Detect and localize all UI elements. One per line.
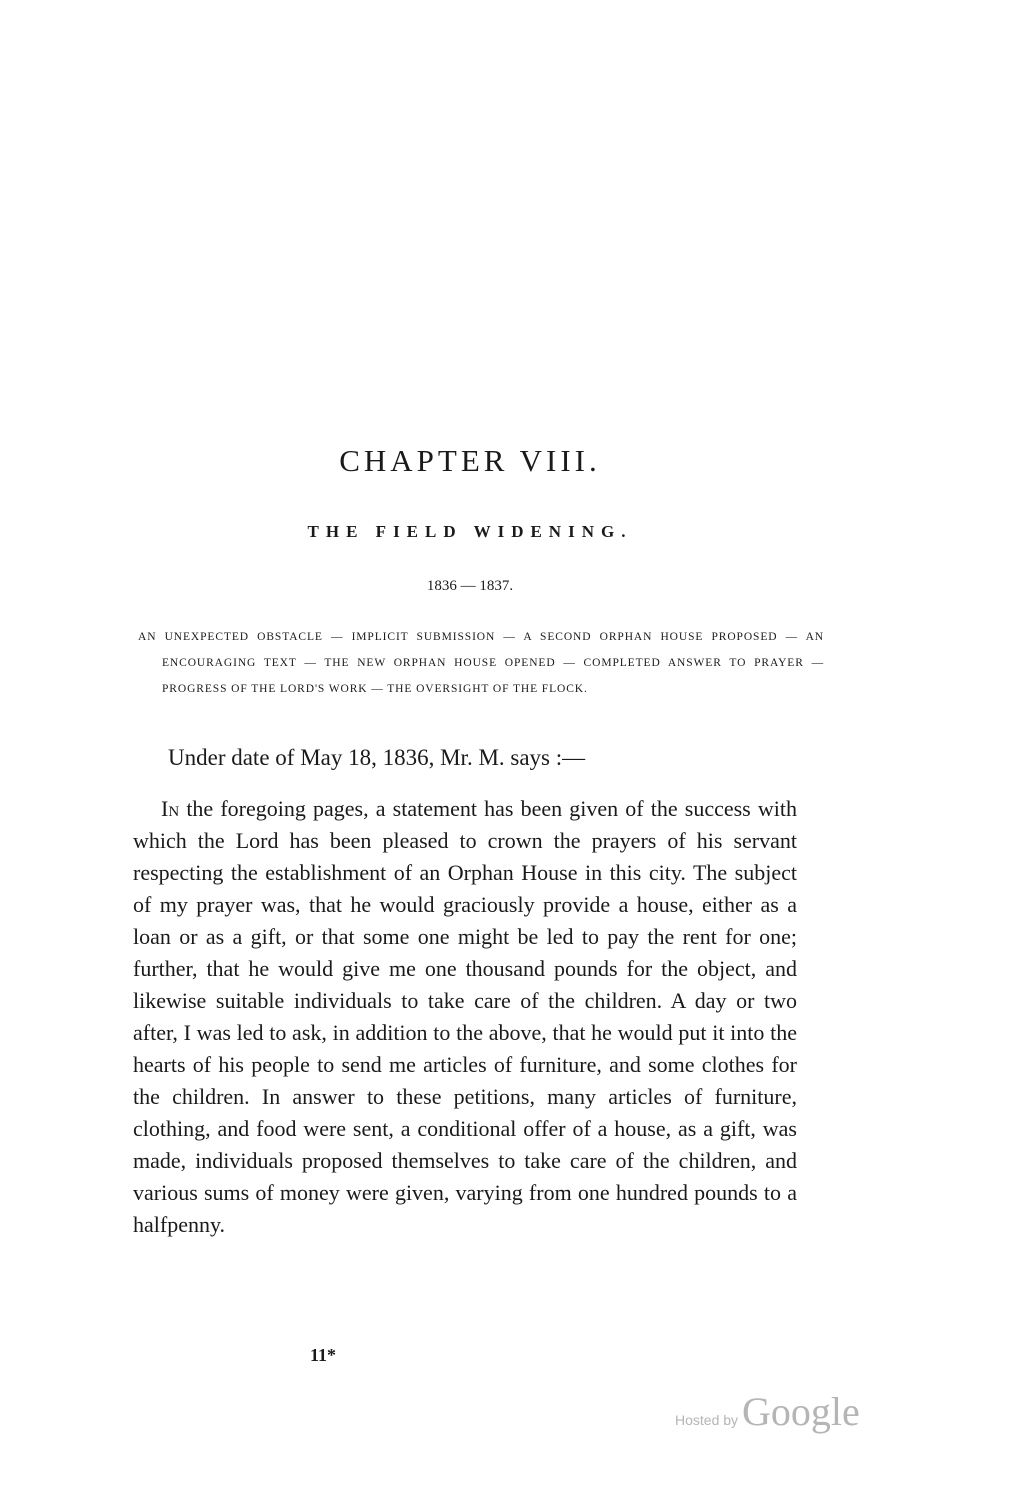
hosted-by-watermark [675,1388,860,1435]
paragraph-text: the foregoing pages, a statement has been given of the success with which the Lord has been pleased to crown the prayers of his servant respecting the establishment of an Orphan House in this city. The subject of my prayer was, that he would graciously provide a house, either as a loan or as a gift, or that some one might be led to pay the rent for one; further, that he would give me one thousand pounds for the object, and likewise suitable individuals to take care of the children. A day or two after, I was led to ask, in addition to the above, that he would put it into the hearts of his people to send me articles of furniture, and some clothes for the children. In answer to these petitions, many articles of furniture, clothing, and food were sent, a conditional offer of a house, as a gift, was made, individuals proposed themselves to take care of the children, and various sums of money were given, varying from one hundred pounds to a halfpenny. [133,796,797,1237]
paragraph-lead-word: In [161,796,180,821]
intro-line: Under date of May 18, 1836, Mr. M. says :— [168,745,586,770]
google-logo: Google [742,1389,860,1434]
chapter-subtitle: THE FIELD WIDENING. [307,522,633,541]
chapter-title: CHAPTER VIII. [339,443,601,478]
body-paragraph [133,793,797,1241]
signature-mark: 11* [310,1345,337,1365]
hosted-by-label: Hosted by [675,1412,739,1428]
chapter-dates: 1836 — 1837. [426,578,514,594]
chapter-synopsis: AN UNEXPECTED OBSTACLE — IMPLICIT SUBMISSION — A SECOND ORPHAN HOUSE PROPOSED — AN ENCOURAGING TEXT — THE NEW ORPHAN HOUSE OPENED — COMPLETED ANSWER TO PRAYER — PROGRESS OF THE LORD'S WORK — THE OVERSIGHT OF THE FLOCK. [138,631,824,695]
